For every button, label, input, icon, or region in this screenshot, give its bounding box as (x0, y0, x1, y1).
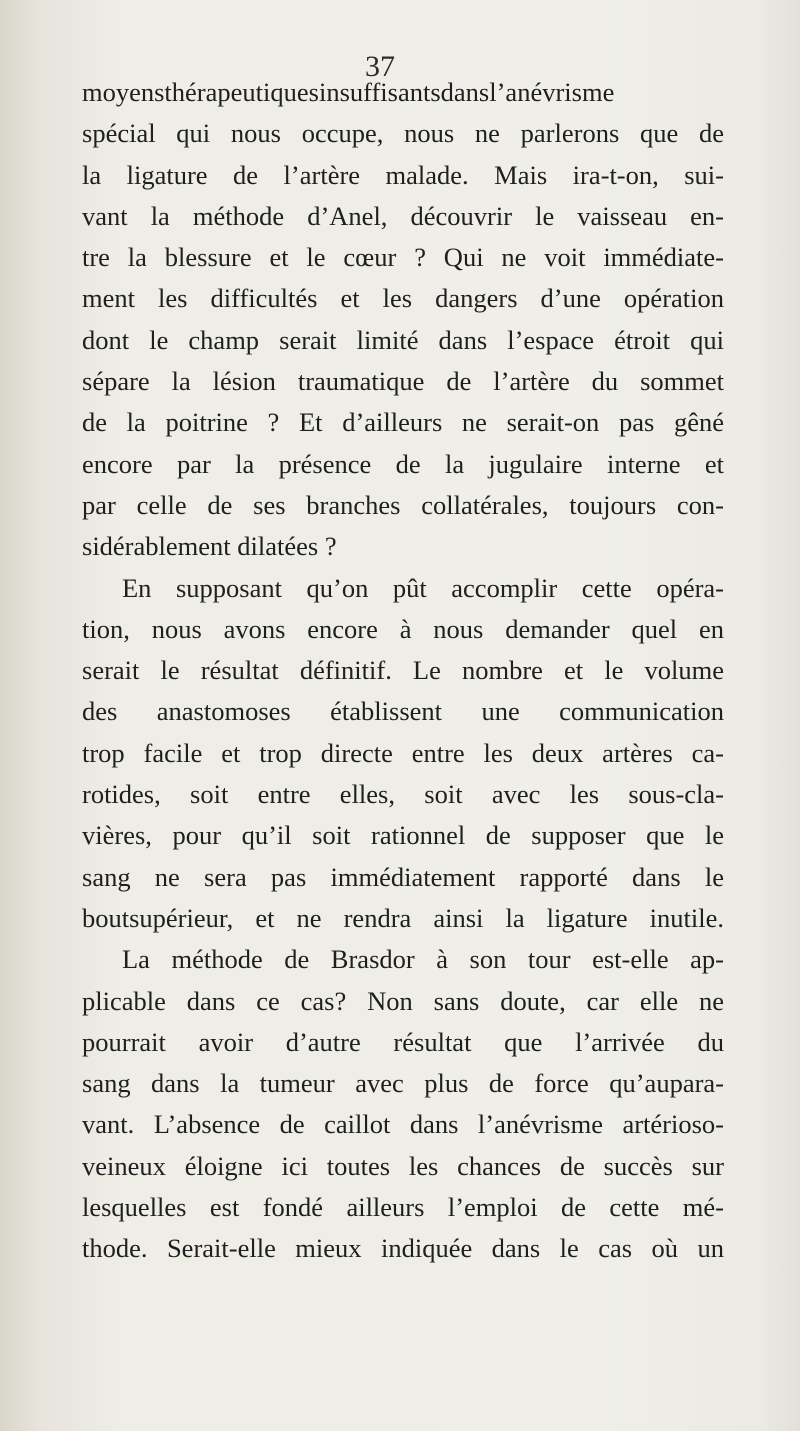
paragraph-end-line: sidérablement dilatées ? (82, 531, 337, 562)
text-line: lesquelles est fondé ailleurs l’emploi de cette mé- (82, 1192, 724, 1223)
text-line: sang ne sera pas immédiatement rapporté dans le (82, 861, 724, 892)
text-line: thode. Serait-elle mieux indiquée dans le cas où un (82, 1233, 724, 1264)
text-line: encore par la présence de la jugulaire interne et (82, 448, 724, 479)
text-line: ment les difficultés et les dangers d’une opération (82, 283, 724, 314)
paragraph-start-line: La méthode de Brasdor à son tour est-elle ap- (122, 944, 724, 975)
text-line: tion, nous avons encore à nous demander quel en (82, 613, 724, 644)
text-line: la ligature de l’artère malade. Mais ira-t-on, sui- (82, 159, 724, 190)
text-line: serait le résultat définitif. Le nombre et le volume (82, 655, 724, 686)
text-line: vières, pour qu’il soit rationnel de supposer que le (82, 820, 724, 851)
paragraph-start-line: En supposant qu’on pût accomplir cette opéra- (122, 572, 724, 603)
text-line: vant. L’absence de caillot dans l’anévrisme artérioso- (82, 1109, 724, 1140)
page-number: 37 (365, 50, 395, 83)
text-line: tre la blessure et le cœur ? Qui ne voit immédiate- (82, 242, 724, 273)
text-line: de la poitrine ? Et d’ailleurs ne serait-on pas gêné (82, 407, 724, 438)
text-line: vant la méthode d’Anel, découvrir le vaisseau en- (82, 200, 724, 231)
body-text (82, 72, 724, 1270)
text-line: trop facile et trop directe entre les deux artères ca- (82, 737, 724, 768)
text-line: sépare la lésion traumatique de l’artère du sommet (82, 366, 724, 397)
text-line: dont le champ serait limité dans l’espace étroit qui (82, 324, 724, 355)
text-line: pourrait avoir d’autre résultat que l’arrivée du (82, 1026, 724, 1057)
text-line: boutsupérieur, et ne rendra ainsi la ligature inutile. (82, 902, 724, 933)
text-line: par celle de ses branches collatérales, toujours con- (82, 489, 724, 520)
text-line: veineux éloigne ici toutes les chances de succès sur (82, 1150, 724, 1181)
text-line: des anastomoses établissent une communication (82, 696, 724, 727)
text-line: plicable dans ce cas? Non sans doute, car elle ne (82, 985, 724, 1016)
text-line: rotides, soit entre elles, soit avec les sous-cla- (82, 779, 724, 810)
text-line: sang dans la tumeur avec plus de force qu’aupara- (82, 1068, 724, 1099)
text-line: moyensthérapeutiquesinsuffisantsdansl’anévrisme (82, 77, 615, 107)
text-line: spécial qui nous occupe, nous ne parlerons que de (82, 118, 724, 149)
